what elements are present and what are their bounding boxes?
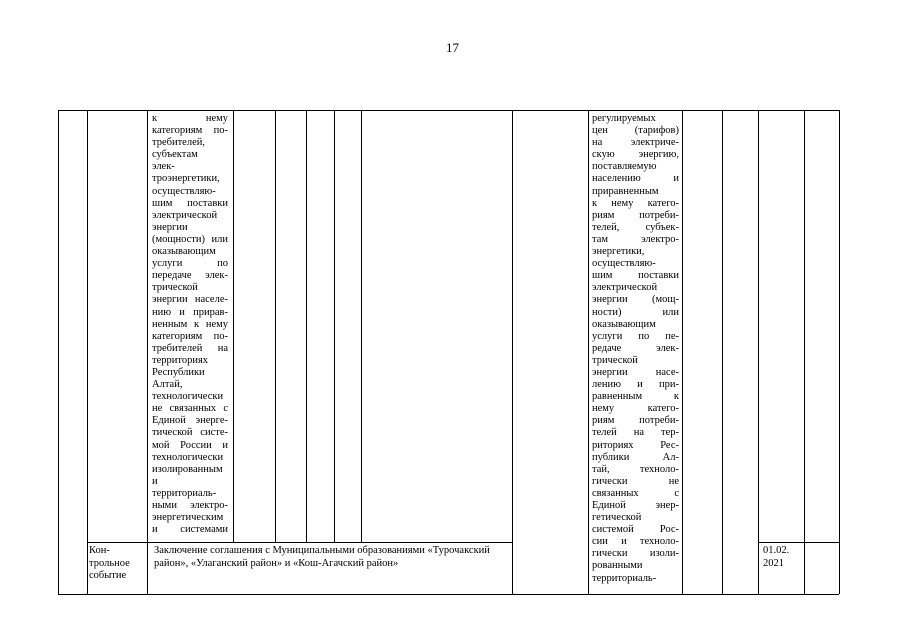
text-line: технологически: [152, 391, 224, 403]
agreement-text: [154, 545, 509, 570]
text-line: гетической: [592, 512, 642, 524]
text-line: не связанных с: [152, 403, 228, 415]
text-line: энергии насе-: [592, 366, 679, 378]
text-line: к нему: [152, 113, 228, 124]
text-line: риям потреби-: [592, 209, 679, 221]
control-event-label-line: трольное: [89, 557, 130, 569]
text-line: территориаль-: [592, 572, 657, 584]
text-line: трической: [592, 354, 638, 366]
text-line: энергетики,: [592, 246, 645, 258]
text-line: шим поставки: [592, 270, 679, 282]
text-line: (мощности) или: [152, 233, 228, 245]
text-line: и: [152, 475, 158, 487]
text-line: Единой энерге-: [152, 415, 228, 427]
text-line: ненным к нему: [152, 318, 228, 330]
text-line: оказывающим: [592, 318, 656, 330]
col-border: [58, 110, 59, 594]
text-line: передаче элек-: [152, 270, 228, 282]
col-border: [839, 110, 840, 594]
text-line: энергии населе-: [152, 294, 228, 306]
text-line: поставляемую: [592, 161, 657, 173]
text-line: населению и: [592, 173, 679, 185]
text-line: телей, субъек-: [592, 221, 679, 233]
control-event-label: [89, 545, 143, 583]
text-line: энергетическим: [152, 512, 224, 524]
text-line: услуги по: [152, 258, 228, 270]
col-border: [758, 110, 759, 594]
text-line: технологически: [152, 451, 224, 463]
text-line: территориаль-: [152, 487, 217, 499]
col-border: [306, 110, 307, 542]
text-line: электрической: [152, 209, 218, 221]
text-line: энергии: [152, 221, 188, 233]
text-line: изолированным: [152, 463, 223, 475]
text-line: категориям по-: [152, 330, 228, 342]
text-line: связанных с: [592, 487, 679, 499]
text-line: риториях Рес-: [592, 439, 679, 451]
text-line: энергии (мощ-: [592, 294, 679, 306]
col-border: [334, 110, 335, 542]
text-line: на электриче-: [592, 137, 679, 149]
text-line: нему катего-: [592, 403, 679, 415]
text-line: тической систе-: [152, 427, 228, 439]
text-line: редаче элек-: [592, 342, 679, 354]
row-separator-left: [87, 542, 512, 543]
text-line: ности) или: [592, 306, 679, 318]
text-line: услуги по пе-: [592, 330, 679, 342]
col-border: [361, 110, 362, 542]
text-line: приравненным: [592, 185, 659, 197]
col-border: [588, 110, 589, 594]
text-line: сии и техноло-: [592, 536, 679, 548]
col-border: [722, 110, 723, 594]
consumer-categories-text: [152, 113, 228, 536]
regulated-prices-text: [592, 113, 679, 585]
text-line: гически изоли-: [592, 548, 679, 560]
text-line: Алтай,: [152, 379, 183, 391]
text-line: шим поставки: [152, 197, 228, 209]
date-line: 2021: [763, 557, 784, 569]
control-event-label-line: Кон-: [89, 545, 110, 556]
agreement-line: Заключение соглашения с Муниципальными образованиями «Турочакский: [154, 545, 490, 556]
text-line: рованными: [592, 560, 643, 572]
row-separator-right: [758, 542, 839, 543]
text-line: субъектам: [152, 149, 198, 161]
text-line: риям потреби-: [592, 415, 679, 427]
text-line: категориям по-: [152, 125, 228, 137]
text-line: цен (тарифов): [592, 125, 679, 137]
text-line: регулируемых: [592, 113, 656, 124]
text-line: осуществляю-: [152, 185, 216, 197]
text-line: телей на тер-: [592, 427, 679, 439]
col-border: [804, 110, 805, 594]
text-line: Единой энер-: [592, 500, 679, 511]
control-event-date: [763, 545, 789, 570]
text-line: трической: [152, 282, 198, 294]
text-line: Республики: [152, 366, 205, 378]
col-border: [233, 110, 234, 542]
text-line: там электро-: [592, 233, 679, 245]
text-line: лению и при-: [592, 379, 679, 391]
text-line: нию и прирав-: [152, 306, 228, 318]
col-border: [275, 110, 276, 542]
page-number: 17: [446, 40, 459, 55]
text-line: элек-: [152, 161, 175, 173]
text-line: к нему катего-: [592, 197, 679, 209]
text-line: и системами: [152, 524, 228, 536]
col-border: [87, 110, 88, 594]
text-line: гически не: [592, 475, 679, 487]
text-line: троэнергетики,: [152, 173, 220, 185]
agreement-line: район», «Улаганский район» и «Кош-Агачский район»: [154, 557, 399, 569]
text-line: скую энергию,: [592, 149, 679, 161]
control-event-label-line: событие: [89, 570, 127, 581]
text-line: системой Рос-: [592, 524, 679, 536]
text-line: ными электро-: [152, 500, 228, 511]
text-line: требителей,: [152, 137, 205, 149]
text-line: требителей на: [152, 342, 228, 354]
text-line: территориях: [152, 354, 209, 366]
date-line: 01.02.: [763, 545, 790, 556]
text-line: публики Ал-: [592, 451, 679, 463]
col-border: [147, 110, 148, 594]
text-line: тай, техноло-: [592, 463, 679, 475]
col-border: [682, 110, 683, 594]
text-line: электрической: [592, 282, 658, 294]
text-line: осуществляю-: [592, 258, 656, 270]
text-line: равненным к: [592, 391, 679, 403]
text-line: оказывающим: [152, 246, 216, 258]
text-line: мой России и: [152, 439, 228, 451]
col-border: [512, 110, 513, 594]
table-bottom-border: [58, 594, 839, 595]
